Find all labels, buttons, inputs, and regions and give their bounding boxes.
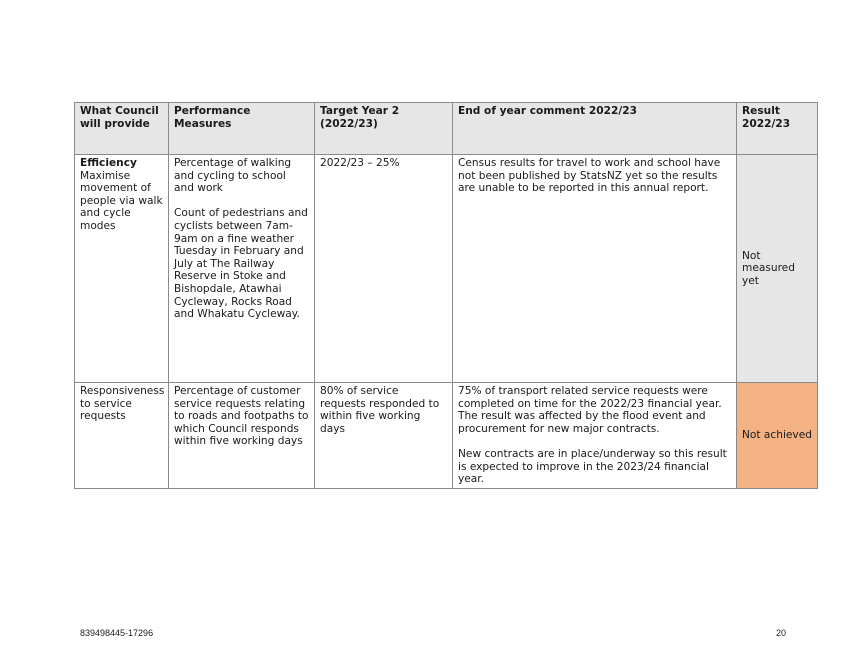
performance-table bbox=[74, 102, 818, 489]
cell-provide-title: Efficiency bbox=[80, 157, 137, 169]
cell-result: Not measured yet bbox=[737, 155, 818, 383]
header-result: Result 2022/23 bbox=[737, 103, 818, 155]
cell-what-council-will-provide bbox=[75, 155, 169, 383]
cell-comment: 75% of transport related service requests were completed on time for the 2022/23 financial year. The result was affected by the flood event and procurement for new major contracts. New contracts are in place/underway so this result is expected to improve in the 2023/24 financial year. bbox=[453, 383, 737, 489]
table-header-row bbox=[75, 103, 818, 155]
cell-performance-measures: Percentage of customer service requests relating to roads and footpaths to which Council responds within five working days bbox=[169, 383, 315, 489]
table-row bbox=[75, 383, 818, 489]
header-performance-measures: Performance Measures bbox=[169, 103, 315, 155]
cell-result: Not achieved bbox=[737, 383, 818, 489]
cell-target: 80% of service requests responded to within five working days bbox=[315, 383, 453, 489]
cell-what-council-will-provide: Responsiveness to service requests bbox=[75, 383, 169, 489]
header-target-year: Target Year 2 (2022/23) bbox=[315, 103, 453, 155]
cell-performance-measures: Percentage of walking and cycling to school and work Count of pedestrians and cyclists between 7am-9am on a fine weather Tuesday in February and July at The Railway Reserve in Stoke and Bishopdale, Atawhai Cycleway, Rocks Road and Whakatu Cycleway. bbox=[169, 155, 315, 383]
cell-target: 2022/23 – 25% bbox=[315, 155, 453, 383]
cell-comment: Census results for travel to work and school have not been published by StatsNZ yet so the results are unable to be reported in this annual report. bbox=[453, 155, 737, 383]
cell-provide-text: Maximise movement of people via walk and cycle modes bbox=[80, 169, 163, 232]
table-row bbox=[75, 155, 818, 383]
header-end-of-year-comment: End of year comment 2022/23 bbox=[453, 103, 737, 155]
footer-page-number: 20 bbox=[776, 628, 787, 638]
footer-document-id: 839498445-17296 bbox=[80, 628, 154, 638]
header-what-council-will-provide: What Council will provide bbox=[75, 103, 169, 155]
